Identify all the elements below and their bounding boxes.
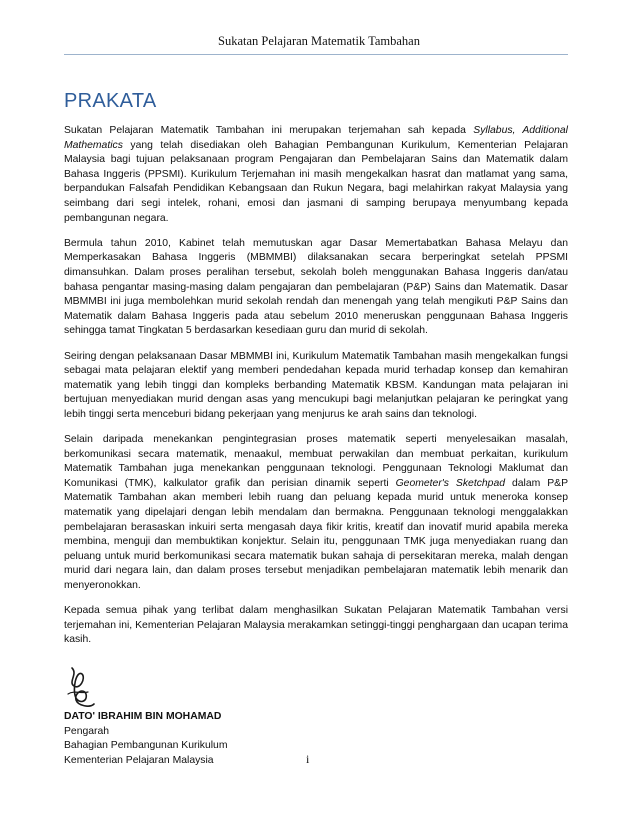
paragraph-1-text-a: Sukatan Pelajaran Matematik Tambahan ini merupakan terjemahan sah kepada (64, 125, 474, 136)
paragraph-2: Bermula tahun 2010, Kabinet telah memutuskan agar Dasar Memertabatkan Bahasa Melayu dan Memperkasakan Bahasa Inggeris (MBMMBI) dilaksanakan secara berperingkat setelah PPSMI dimansuhkan. Dalam proses peralihan tersebut, sekolah boleh menggunakan Bahasa Inggeris dan/atau bahasa pengantar masing-masing dalam pengajaran dan pembelajaran (P&P) Sains dan Matematik. Dasar MBMMBI ini juga membolehkan murid sekolah rendah dan menengah yang telah mengikuti P&P Sains dan Matematik dalam Bahasa Inggeris pada atau sebelum 2010 meneruskan penggunaan Bahasa Inggeris sehingga tamat Tingkatan 5 berdasarkan kesediaan guru dan murid di sekolah. (64, 237, 568, 337)
running-header: Sukatan Pelajaran Matematik Tambahan (218, 34, 420, 48)
paragraph-4-text-a: Selain daripada menekankan pengintegrasian proses matematik seperti menyelesaikan masalah, berkomunikasi secara matematik, menaakul, membuat perwakilan dan membuat perkaitan, kurikulum Matematik Tambahan juga menekankan penggunaan teknologi. Penggunaan Teknologi Maklumat dan Komunikasi (TMK), kalkulator grafik dan perisian dinamik seperti (64, 434, 568, 489)
paragraph-4-text-c: dalam P&P Matematik Tambahan akan memberi lebih ruang dan peluang kepada murid untuk meneroka konsep matematik yang dipelajari dengan lebih mendalam dan bermakna. Penggunaan teknologi menggalakkan pembelajaran berasaskan inkuiri serta mengasah daya fikir kritis, kreatif dan inovatif murid apabila mereka membina, menguji dan membuktikan konjektur. Selain itu, penggunaan TMK juga menyediakan ruang dan peluang untuk murid berkomunikasi secara matematik bukan sahaja di persekitaran mereka, malah dengan murid dari negara lain, dan dalam proses tersebut menjadikan pembelajaran matematik lebih menarik dan menyeronokkan. (64, 477, 569, 591)
signatory-block (64, 710, 227, 768)
paragraph-1 (64, 124, 568, 226)
signatory-ministry: Kementerian Pelajaran Malaysia (64, 754, 214, 766)
paragraph-5: Kepada semua pihak yang terlibat dalam menghasilkan Sukatan Pelajaran Matematik Tambahan versi terjemahan ini, Kementerian Pelajaran Malaysia merakamkan setinggi-tinggi penghargaan dan ucapan terima kasih. (64, 605, 568, 646)
signature-image (64, 664, 104, 710)
paragraph-3: Seiring dengan pelaksanaan Dasar MBMMBI ini, Kurikulum Matematik Tambahan masih mengekalkan fungsi sebagai mata pelajaran elektif yang memberi pendedahan kepada murid terhadap konsep dan kemahiran matematik yang lebih tinggi dan kompleks berbanding Matematik KBSM. Kandungan mata pelajaran ini bertujuan menyediakan murid dengan asas yang mencukupi bagi melanjutkan pelajaran ke peringkat yang lebih tinggi serta menceburi bidang pekerjaan yang menjurus ke arah sains dan teknologi. (64, 350, 568, 420)
paragraph-4-italic: Geometer's Sketchpad (395, 477, 506, 489)
signatory-position: Pengarah (64, 725, 110, 737)
body-text (64, 124, 568, 659)
signatory-name: DATO' IBRAHIM BIN MOHAMAD (64, 711, 222, 722)
page-title: PRAKATA (64, 90, 157, 112)
signatory-division: Bahagian Pembangunan Kurikulum (64, 740, 228, 752)
page-number: i (306, 752, 310, 766)
paragraph-4 (64, 433, 568, 594)
paragraph-1-italic: Syllabus, Additional Mathematics (64, 125, 568, 151)
paragraph-1-text-c: yang telah disediakan oleh Bahagian Pembangunan Kurikulum, Kementerian Pelajaran Malaysia bagi tujuan pelaksanaan program Pengajaran dan Pembelajaran Sains dan Matematik dalam Bahasa Inggeris (PPSMI). Kurikulum Terjemahan ini masih mengekalkan hasrat dan matlamat yang sama, berpandukan Falsafah Pendidikan Kebangsaan dan Rukun Negara, bagi melahirkan rakyat Malaysia yang seimbang dari segi intelek, rohani, emosi dan jasmani di samping berupaya menyumbang kepada pembangunan negara. (64, 139, 568, 224)
header-divider (64, 54, 568, 55)
